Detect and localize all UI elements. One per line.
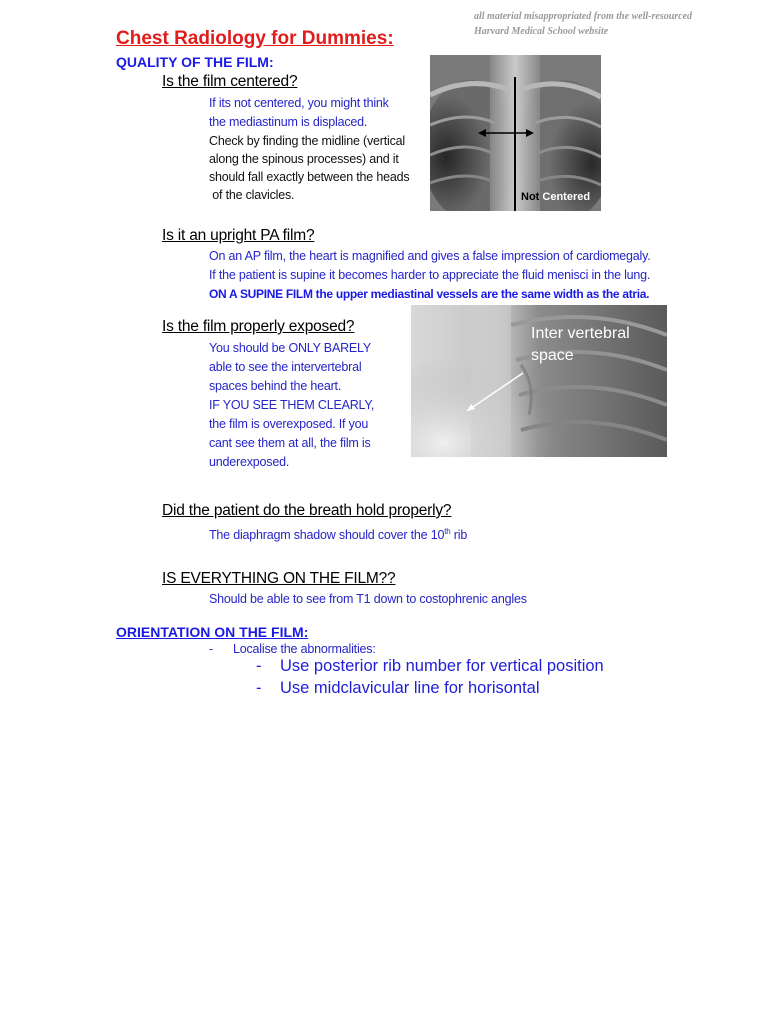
exposed-line-1: You should be ONLY BARELY — [209, 341, 372, 355]
page-title: Chest Radiology for Dummies: — [116, 28, 394, 49]
orientation-heading: ORIENTATION ON THE FILM: — [116, 624, 309, 640]
exposed-line-6: cant see them at all, the film is — [209, 436, 371, 450]
orientation-bullet-1 — [256, 657, 604, 676]
xray-label-centered: Centered — [542, 191, 591, 203]
orientation-bullet-2-text: Use midclavicular line for horisontal — [280, 679, 540, 697]
orientation-bullet-2-dash: - — [256, 679, 262, 697]
centered-black-line-2: along the spinous processes) and it — [209, 152, 399, 166]
exposed-line-7: underexposed. — [209, 455, 290, 469]
breath-text-end: rib — [450, 528, 468, 543]
orientation-bullet-1-dash: - — [256, 657, 262, 675]
attribution-note — [474, 9, 744, 39]
attribution-line-1: all material misappropriated from the well-resourced — [474, 11, 693, 22]
exposed-text — [209, 339, 374, 472]
centered-black-line-3: should fall exactly between the heads — [209, 170, 410, 184]
breath-text — [209, 522, 467, 545]
upright-text — [209, 247, 651, 303]
intervertebral-label-line-1: Inter vertebral — [531, 325, 630, 342]
orientation-sub-text: Localise the abnormalities: — [233, 642, 376, 656]
xray-label — [521, 191, 590, 203]
upright-line-1: On an AP film, the heart is magnified and gives a false impression of cardiomegaly. — [209, 249, 651, 263]
orientation-sub-dash: - — [209, 642, 213, 656]
everything-text: Should be able to see from T1 down to costophrenic angles — [209, 592, 527, 606]
centered-blue-line-2: the mediastinum is displaced. — [209, 115, 368, 129]
intervertebral-label-line-2: space — [531, 347, 574, 364]
centered-text — [209, 94, 409, 204]
exposed-line-3: spaces behind the heart. — [209, 379, 342, 393]
attribution-line-2: Harvard Medical School website — [474, 26, 609, 37]
centered-blue-line-1: If its not centered, you might think — [209, 96, 389, 110]
breath-text-main: The diaphragm shadow should cover the 10 — [209, 528, 445, 543]
everything-question: IS EVERYTHING ON THE FILM?? — [162, 570, 396, 587]
orientation-bullet-2 — [256, 679, 540, 698]
xray-intervertebral-image — [411, 305, 667, 457]
quality-heading: QUALITY OF THE FILM: — [116, 54, 274, 70]
upright-bold-line: ON A SUPINE FILM the upper mediastinal vessels are the same width as the atria. — [209, 287, 650, 301]
xray-not-centered-image — [430, 55, 601, 211]
centered-question: Is the film centered? — [162, 73, 298, 90]
breath-question: Did the patient do the breath hold properly? — [162, 502, 452, 519]
upright-line-2: If the patient is supine it becomes harder to appreciate the fluid menisci in the lung. — [209, 268, 651, 282]
centered-black-line-4: of the clavicles. — [209, 188, 295, 202]
exposed-line-2: able to see the intervertebral — [209, 360, 362, 374]
intervertebral-label — [531, 323, 630, 367]
exposed-question: Is the film properly exposed? — [162, 318, 355, 335]
exposed-line-5: the film is overexposed. If you — [209, 417, 369, 431]
exposed-line-4: IF YOU SEE THEM CLEARLY, — [209, 398, 375, 412]
upright-question: Is it an upright PA film? — [162, 227, 315, 244]
orientation-bullet-1-text: Use posterior rib number for vertical position — [280, 657, 604, 675]
xray-label-not: Not — [521, 191, 540, 203]
breath-superscript: th — [444, 527, 451, 536]
centered-black-line-1: Check by finding the midline (vertical — [209, 134, 405, 148]
